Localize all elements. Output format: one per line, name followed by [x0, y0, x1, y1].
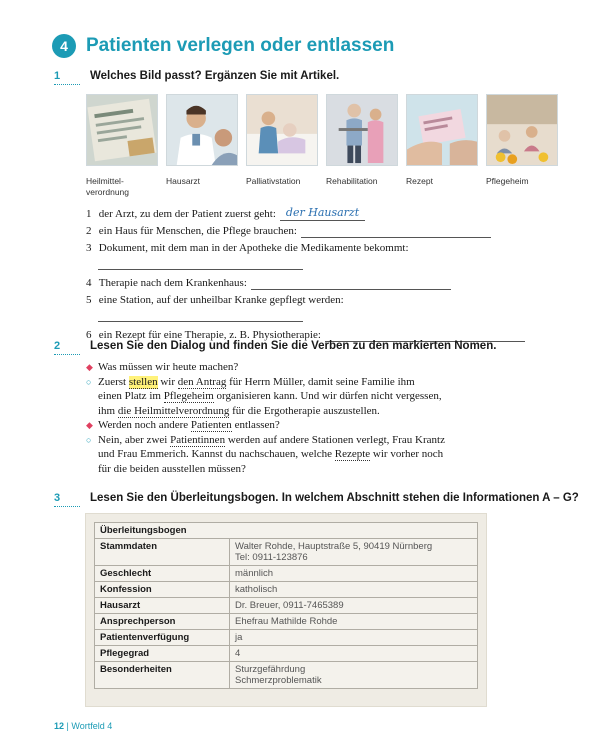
answer-input[interactable]	[98, 258, 303, 270]
answer-input[interactable]	[301, 226, 491, 238]
chapter-header	[52, 34, 394, 58]
chapter-title: Patienten verlegen oder entlassen	[86, 35, 395, 56]
answer-line	[86, 258, 546, 270]
exercise-instruction: Welches Bild passt? Ergänzen Sie mit Artikel.	[90, 70, 340, 82]
transfer-form	[86, 514, 486, 706]
prescription-document-photo	[86, 94, 158, 166]
answer-line	[86, 310, 546, 322]
dialog-line: ◆ Werden noch andere Patienten entlassen?	[86, 419, 280, 431]
image-caption: Heilmittel- verordnung	[86, 176, 130, 198]
image-caption: Hausarzt	[166, 176, 201, 186]
chapter-number-badge: 4	[52, 34, 76, 58]
list-item: 2 ein Haus für Menschen, die Pflege brauchen:	[86, 224, 546, 238]
form-table	[94, 522, 478, 689]
exercise-1-header	[54, 70, 339, 85]
table-row: Besonderheiten Sturzgefährdung Schmerzproblematik	[95, 662, 478, 689]
table-row: Patientenverfügung ja	[95, 630, 478, 646]
table-row	[95, 523, 478, 539]
exercise-3-header	[54, 492, 579, 507]
marked-noun: Patienten	[190, 419, 232, 431]
answer-input[interactable]	[251, 278, 451, 290]
patient-bed-photo	[246, 94, 318, 166]
prescription-hand-photo	[406, 94, 478, 166]
table-row: Konfession katholisch	[95, 582, 478, 598]
dialog-line: ○ Nein, aber zwei Patientinnen werden auf andere Stationen verlegt, Frau Krantz und Frau Emmerich. Kannst du nachschauen, welche Rezepte wir vorher noch für die beiden ausstellen müssen?	[86, 433, 445, 475]
table-row: Stammdaten Walter Rohde, Hauptstraße 5, 90419 Nürnberg Tel: 0911-123876	[95, 539, 478, 566]
doctor-photo	[166, 94, 238, 166]
list-item: 3 Dokument, mit dem man in der Apotheke die Medikamente bekommt:	[86, 242, 409, 254]
marked-noun: Rezepte	[334, 448, 371, 460]
table-row: Geschlecht männlich	[95, 566, 478, 582]
image-caption: Pflegeheim	[486, 176, 529, 186]
image-caption: Palliativstation	[246, 176, 301, 186]
dialog-line: ◆ Was müssen wir heute machen?	[86, 361, 239, 373]
table-row: Ansprechperson Ehefrau Mathilde Rohde	[95, 614, 478, 630]
image-card	[86, 94, 158, 199]
form-title: Überleitungsbogen	[95, 523, 478, 539]
answer-input[interactable]	[98, 310, 303, 322]
list-item: 1 der Arzt, zu dem der Patient zuerst geht: der Hausarzt	[86, 206, 546, 221]
marked-noun: den Antrag	[177, 375, 227, 388]
table-row: Hausarzt Dr. Breuer, 0911-7465389	[95, 598, 478, 614]
marked-verb: stellen	[128, 375, 158, 388]
list-item: 5 eine Station, auf der unheilbar Kranke gepflegt werden:	[86, 294, 344, 306]
image-card	[246, 94, 318, 199]
page-number: 12	[54, 721, 65, 731]
image-card	[166, 94, 238, 199]
exercise-instruction: Lesen Sie den Überleitungsbogen. In welchem Abschnitt stehen die Informationen A – G?	[90, 492, 579, 504]
circle-icon: ○	[86, 376, 92, 387]
circle-icon: ○	[86, 434, 92, 445]
image-row	[86, 94, 558, 199]
nursing-home-photo	[486, 94, 558, 166]
image-caption: Rehabilitation	[326, 176, 378, 186]
image-caption: Rezept	[406, 176, 433, 186]
exercise-instruction: Lesen Sie den Dialog und finden Sie die Verben zu den markierten Nomen.	[90, 340, 497, 352]
exercise-number: 1	[54, 70, 80, 85]
rehab-walking-photo	[326, 94, 398, 166]
exercise-1-items	[86, 206, 546, 345]
marked-noun: Patientinnen	[170, 433, 226, 446]
table-row: Pflegegrad 4	[95, 646, 478, 662]
exercise-number: 2	[54, 340, 80, 355]
list-item: 4 Therapie nach dem Krankenhaus:	[86, 276, 546, 290]
image-card	[406, 94, 478, 199]
exercise-number: 3	[54, 492, 80, 507]
page-footer: 12 | Wortfeld 4	[54, 721, 113, 731]
diamond-icon: ◆	[86, 420, 93, 430]
dialog	[86, 360, 506, 476]
image-card	[326, 94, 398, 199]
section-label: Wortfeld 4	[71, 721, 113, 731]
diamond-icon: ◆	[86, 362, 93, 372]
answer-input[interactable]: der Hausarzt	[280, 206, 365, 221]
list-item: 6 ein Rezept für eine Therapie, z. B. Physiotherapie:	[86, 328, 546, 342]
exercise-2-header	[54, 340, 496, 355]
marked-noun: Pflegeheim	[163, 390, 214, 402]
marked-noun: die Heilmittelverordnung	[117, 404, 230, 417]
image-card	[486, 94, 558, 199]
dialog-line: ○ Zuerst stellen wir den Antrag für Herrn Müller, damit seine Familie ihm einen Platz im Pflegeheim organisieren kann. Und wir dürfen nicht vergessen, ihm die Heilmittelverordnung für die Ergotherapie auszustellen.	[86, 375, 442, 417]
